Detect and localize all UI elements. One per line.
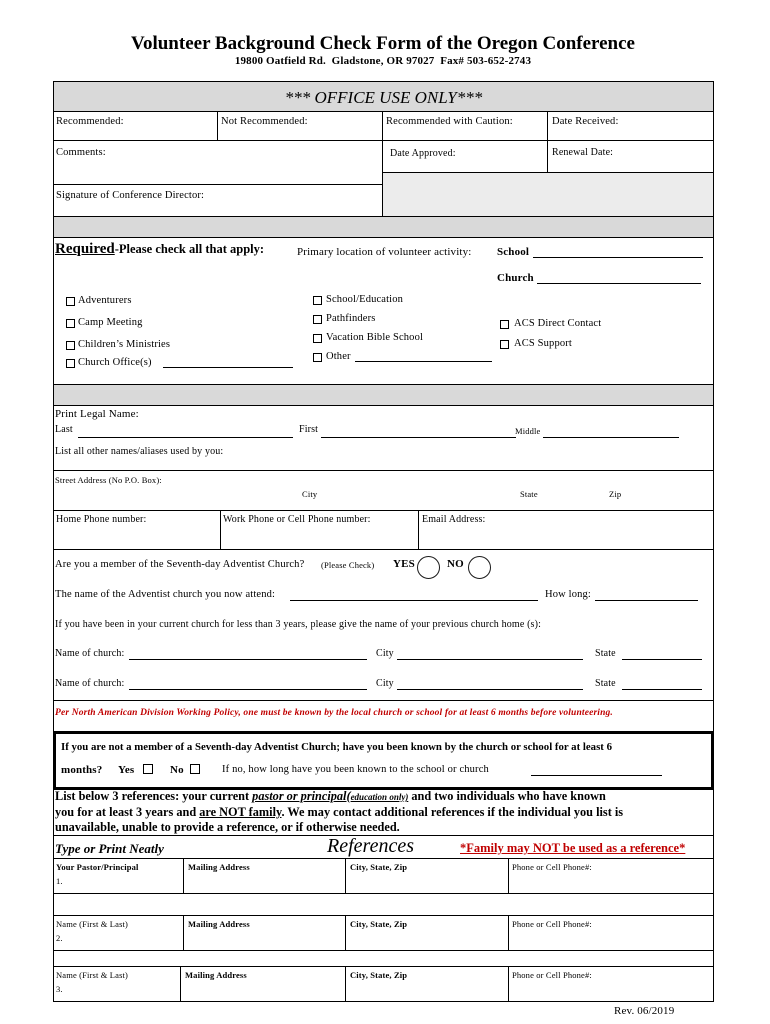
section-divider-band <box>53 216 714 238</box>
signature-label: Signature of Conference Director: <box>56 190 205 201</box>
checkbox-church-office[interactable] <box>66 359 75 368</box>
references-title: References <box>327 835 414 857</box>
option-acs-support: ACS Support <box>514 338 572 349</box>
last-name-field[interactable] <box>78 437 293 438</box>
first-name-field[interactable] <box>321 437 516 438</box>
previous-church-city-field[interactable] <box>397 689 583 690</box>
previous-church-state-label: State <box>595 678 616 689</box>
reference-phone-label: Phone or Cell Phone#: <box>512 970 592 980</box>
reference-address-label: Mailing Address <box>188 862 250 872</box>
office-use-heading: *** OFFICE USE ONLY*** <box>284 88 483 107</box>
option-adventurers: Adventurers <box>78 295 132 306</box>
comments-label: Comments: <box>56 147 106 158</box>
yes-radio[interactable] <box>417 556 440 579</box>
church-office-field[interactable] <box>163 367 293 368</box>
intro-text: List below 3 references: your current <box>55 789 253 803</box>
conference-address: 19800 Oatfield Rd. Gladstone, OR 97027 Fax# 503-652-2743 <box>234 55 532 67</box>
option-church-office: Church Office(s) <box>78 357 152 368</box>
member-question: Are you a member of the Seventh-day Adventist Church? <box>55 559 305 570</box>
how-long-field[interactable] <box>595 600 698 601</box>
caution-label: Recommended with Caution: <box>386 116 513 127</box>
reference-number: 3. <box>56 984 63 994</box>
date-approved-label: Date Approved: <box>390 148 456 159</box>
checkbox-adventurers[interactable] <box>66 297 75 306</box>
previous-church-name-field[interactable] <box>129 659 367 660</box>
option-school-education: School/Education <box>326 294 404 305</box>
reference-address-label: Mailing Address <box>188 919 250 929</box>
option-pathfinders: Pathfinders <box>326 313 376 324</box>
references-intro-line-2 <box>55 806 623 818</box>
current-church-field[interactable] <box>290 600 538 601</box>
checkbox-acs-direct-contact[interactable] <box>500 320 509 329</box>
reference-city-label: City, State, Zip <box>350 919 408 929</box>
member-hint: (Please Check) <box>321 560 375 570</box>
previous-church-name-label: Name of church: <box>55 678 125 689</box>
revision-date: Rev. 06/2019 <box>614 1005 675 1017</box>
legal-name-label: Print Legal Name: <box>55 408 139 420</box>
reference-address-label: Mailing Address <box>185 970 247 980</box>
previous-church-prompt: If you have been in your current church for less than 3 years, please give the name of your previous church home (s): <box>55 619 541 630</box>
section-divider-band <box>53 384 714 406</box>
previous-church-city-label: City <box>376 678 394 689</box>
known-duration-label: If no, how long have you been known to the school or church <box>222 764 489 775</box>
option-childrens-ministries: Children’s Ministries <box>78 339 171 350</box>
non-member-yes-label: Yes <box>118 764 135 776</box>
previous-church-name-field[interactable] <box>129 689 367 690</box>
option-vacation-bible-school: Vacation Bible School <box>326 332 424 343</box>
yes-label: YES <box>393 558 415 570</box>
reference-number: 1. <box>56 876 63 886</box>
checkbox-acs-support[interactable] <box>500 340 509 349</box>
not-family-emphasis: are NOT family <box>199 805 282 819</box>
known-duration-field[interactable] <box>531 775 662 776</box>
previous-church-state-label: State <box>595 648 616 659</box>
current-church-label: The name of the Adventist church you now attend: <box>55 589 276 600</box>
office-shaded-area <box>382 172 714 217</box>
references-intro-line-1 <box>55 790 606 802</box>
church-field[interactable] <box>537 283 701 284</box>
street-address-label: Street Address (No P.O. Box): <box>55 475 162 485</box>
education-only-note: education only) <box>350 792 409 802</box>
check-all-instruction: -Please check all that apply: <box>114 242 265 256</box>
recommended-label: Recommended: <box>56 116 124 127</box>
aliases-label: List all other names/aliases used by you: <box>55 446 224 457</box>
intro-text: you for at least 3 years and <box>55 805 200 819</box>
reference-phone-label: Phone or Cell Phone#: <box>512 862 592 872</box>
option-camp-meeting: Camp Meeting <box>78 317 143 328</box>
legal-name-section <box>53 405 714 471</box>
home-phone-label: Home Phone number: <box>56 514 147 525</box>
non-member-question-end: months? <box>61 764 103 776</box>
checkbox-vacation-bible-school[interactable] <box>313 334 322 343</box>
checkbox-camp-meeting[interactable] <box>66 319 75 328</box>
option-other: Other <box>326 351 351 362</box>
non-member-no-label: No <box>170 764 184 776</box>
non-member-yes-checkbox[interactable] <box>143 764 153 774</box>
intro-text: . We may contact additional references if the individual you list is <box>281 805 624 819</box>
reference-phone-label: Phone or Cell Phone#: <box>512 919 592 929</box>
family-warning: *Family may NOT be used as a reference* <box>460 841 686 855</box>
other-field[interactable] <box>355 361 492 362</box>
reference-city-label: City, State, Zip <box>350 970 408 980</box>
required-heading <box>55 242 264 257</box>
intro-text: and two individuals who have known <box>408 789 606 803</box>
reference-city-label: City, State, Zip <box>350 862 408 872</box>
print-neatly-instruction: Type or Print Neatly <box>55 841 164 856</box>
city-label: City <box>302 489 318 499</box>
reference-name-label: Name (First & Last) <box>56 970 129 980</box>
how-long-label: How long: <box>545 589 591 600</box>
required-label: Required <box>55 241 115 257</box>
previous-church-city-label: City <box>376 648 394 659</box>
checkbox-childrens-ministries[interactable] <box>66 341 75 350</box>
school-field[interactable] <box>533 257 703 258</box>
work-phone-label: Work Phone or Cell Phone number: <box>223 514 371 525</box>
reference-number: 2. <box>56 933 63 943</box>
checkbox-school-education[interactable] <box>313 296 322 305</box>
email-label: Email Address: <box>422 514 486 525</box>
last-name-label: Last <box>55 424 73 435</box>
previous-church-name-label: Name of church: <box>55 648 125 659</box>
reference-spacer-row <box>53 950 714 967</box>
previous-church-city-field[interactable] <box>397 659 583 660</box>
pastor-principal-emphasis: pastor or principal( <box>252 789 351 803</box>
activity-section <box>53 237 714 385</box>
non-member-question: If you are not a member of a Seventh-day Adventist Church; have you been known by the church or school for at least 6 <box>61 741 612 753</box>
renewal-date-label: Renewal Date: <box>552 147 614 158</box>
zip-label: Zip <box>609 489 622 499</box>
previous-church-state-field[interactable] <box>622 689 702 690</box>
state-label: State <box>520 489 538 499</box>
no-label: NO <box>447 558 464 570</box>
reference-name-label: Your Pastor/Principal <box>56 862 139 872</box>
date-received-label: Date Received: <box>552 116 619 127</box>
location-label: Primary location of volunteer activity: <box>297 246 472 258</box>
previous-church-state-field[interactable] <box>622 659 702 660</box>
non-member-no-checkbox[interactable] <box>190 764 200 774</box>
church-label: Church <box>497 272 534 284</box>
not-recommended-label: Not Recommended: <box>221 116 308 127</box>
middle-name-label: Middle <box>515 426 541 436</box>
policy-notice: Per North American Division Working Policy, one must be known by the local church or school for at least 6 months before volunteering. <box>55 708 613 718</box>
middle-name-field[interactable] <box>543 437 679 438</box>
non-member-box <box>53 731 714 790</box>
no-radio[interactable] <box>468 556 491 579</box>
checkbox-pathfinders[interactable] <box>313 315 322 324</box>
form-title: Volunteer Background Check Form of the Oregon Conference <box>130 33 635 54</box>
reference-spacer-row <box>53 893 714 916</box>
option-acs-direct-contact: ACS Direct Contact <box>514 318 602 329</box>
first-name-label: First <box>299 424 319 435</box>
checkbox-other[interactable] <box>313 353 322 362</box>
reference-name-label: Name (First & Last) <box>56 919 129 929</box>
school-label: School <box>497 246 530 258</box>
references-intro-line-3: unavailable, unable to provide a reference, or if otherwise needed. <box>55 820 400 834</box>
